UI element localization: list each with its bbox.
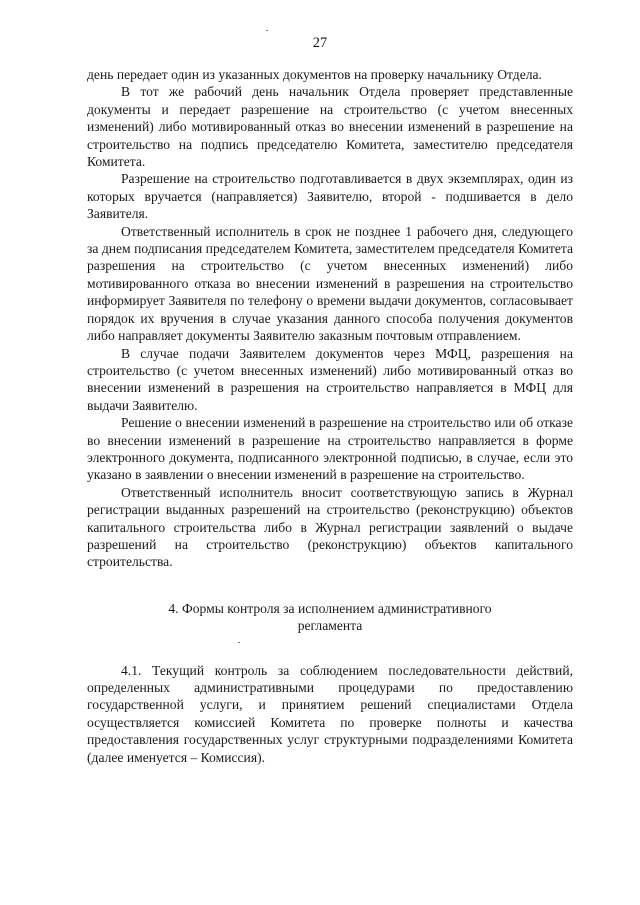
paragraph: В случае подачи Заявителем документов через МФЦ, разрешения на строительство (с учетом внесенных изменений) либо мотивированный отказ во внесении изменений в разрешения на строительство направляется в МФЦ для выдачи Заявителю. <box>87 345 573 413</box>
paragraph: Разрешение на строительство подготавливается в двух экземплярах, один из которых вручается (направляется) Заявителю, второй - подшивается в дело Заявителя. <box>87 171 573 222</box>
paragraph: Ответственный исполнитель вносит соответствующую запись в Журнал регистрации выданных разрешений на строительство (реконструкцию) объектов капитального строительства либо в Журнал регистрации заявлений о выдаче разрешений на строительство (реконструкцию) объектов капитального строительства. <box>87 484 573 570</box>
paragraph: Решение о внесении изменений в разрешение на строительство или об отказе во внесении изменений в разрешение на строительство направляется в форме электронного документа, подписанного электронной подписью, в случае, если это указано в заявлении о внесении изменений в разрешение на строительство. <box>87 415 573 483</box>
section-heading: 4. Формы контроля за исполнением административного регламента <box>168 600 492 634</box>
scan-speck <box>266 30 268 31</box>
paragraph: Ответственный исполнитель в срок не позднее 1 рабочего дня, следующего за днем подписания председателем Комитета, заместителем председателя Комитета разрешения на строительство (с учетом внесенных изменений) либо мотивированного отказа во внесении изменений в разрешения на строительство информирует Заявителя по телефону о времени выдачи документов, согласовывает порядок их вручения в случае указания данного способа получения документов либо направляет документы Заявителю заказным почтовым отправлением. <box>87 223 573 344</box>
paragraph: В тот же рабочий день начальник Отдела проверяет представленные документы и передает разрешение на строительство (с учетом внесенных изменений) либо мотивированный отказ во внесении изменений в разрешение на строительство на подпись председателю Комитета, заместителю председателя Комитета. <box>87 84 573 170</box>
paragraph: день передает один из указанных документов на проверку начальнику Отдела. <box>87 67 542 82</box>
page-number: 27 <box>312 35 328 51</box>
document-body <box>87 66 573 766</box>
paragraph: 4.1. Текущий контроль за соблюдением последовательности действий, определенных административными процедурами по предоставлению государственной услуги, и принятием решений специалистами Отдела осуществляется комиссией Комитета по проверке полноты и качества предоставления государственных услуг структурными подразделениями Комитета (далее именуется – Комиссия). <box>87 662 573 765</box>
